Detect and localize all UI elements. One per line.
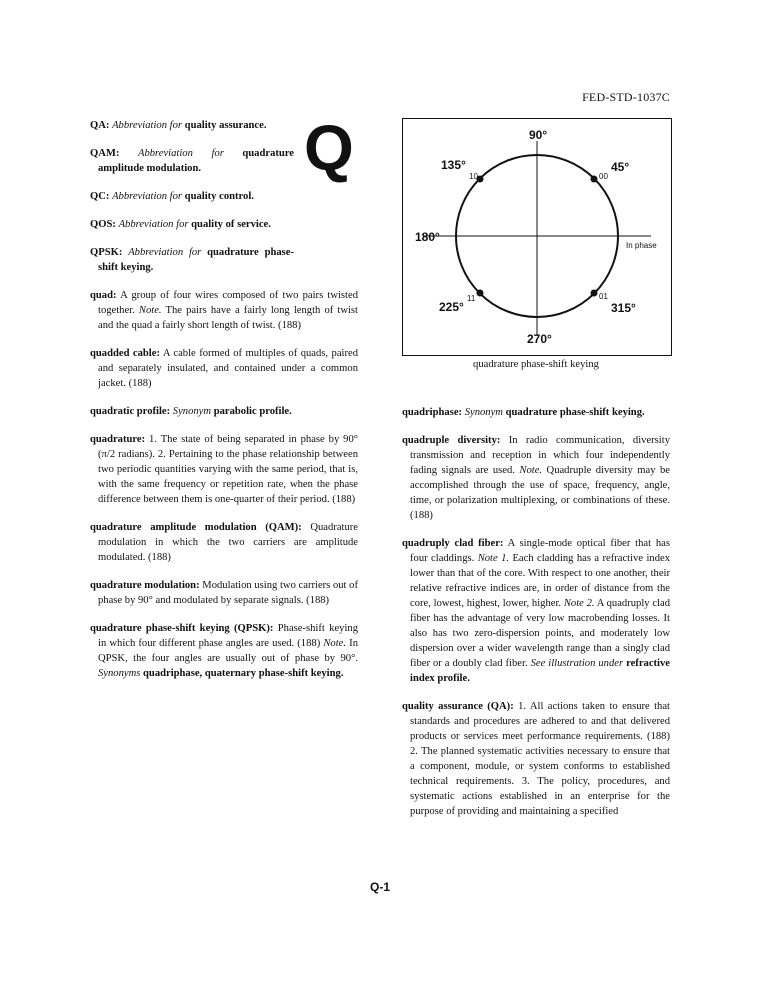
entry-definition-text: Each cladding has a refractive index lower than that of the core. With respect to one another, their relative refractive indices are, in order of distance from the core, lowest, highest, lower, higher. xyxy=(410,553,670,609)
entry-definition-text: In radio communication, diversity transmission and reception in which four independently fading signals are used. xyxy=(410,435,670,476)
entry-italic-text: Abbreviation for xyxy=(137,148,224,159)
point-code-01: 01 xyxy=(599,292,608,301)
entry-term: quadratic profile: xyxy=(90,406,171,417)
entry-term: quadrature amplitude modulation (QAM): xyxy=(90,522,302,533)
entry-cross-reference: quality of service. xyxy=(191,219,271,230)
glossary-entry xyxy=(90,346,358,391)
entry-term: quality assurance (QA): xyxy=(402,701,514,712)
entry-term: QPSK: xyxy=(90,247,123,258)
entry-definition-text: Quadrature modulation in which the two carriers are amplitude modulated. (188) xyxy=(98,522,359,563)
entry-definition-text: In QPSK, the four angles are usually out of phase by 90°. xyxy=(98,638,358,664)
glossary-entry xyxy=(402,536,670,686)
entry-definition-text: Quadruple diversity may be accomplished through the use of space, frequency, angle, time, or polarization multiplexing, or combinations of these. (188) xyxy=(410,465,670,521)
qpsk-figure xyxy=(402,118,672,356)
angle-label-180: 180° xyxy=(415,230,440,244)
glossary-entry xyxy=(90,578,358,608)
angle-label-135: 135° xyxy=(441,158,466,172)
glossary-entry xyxy=(90,621,358,681)
angle-label-270: 270° xyxy=(527,332,552,346)
entry-term: QAM: xyxy=(90,148,120,159)
entry-term: quadded cable: xyxy=(90,348,160,359)
entry-italic-text: Abbreviation for xyxy=(128,247,202,258)
point-code-11: 11 xyxy=(467,294,476,303)
entry-term: quadrature modulation: xyxy=(90,580,200,591)
glossary-entry xyxy=(90,189,294,204)
constellation-point-315 xyxy=(591,290,598,297)
glossary-entry xyxy=(402,699,670,819)
entry-italic-text: Note. xyxy=(323,638,347,649)
glossary-entry xyxy=(90,245,294,275)
entry-cross-reference: parabolic profile. xyxy=(213,406,292,417)
entry-term: quadrature: xyxy=(90,434,146,445)
glossary-entry xyxy=(402,405,670,420)
right-column xyxy=(402,405,670,832)
entry-definition-text: A single-mode optical fiber that has four claddings. xyxy=(410,538,670,564)
glossary-entry xyxy=(402,433,670,523)
entry-italic-text: Note 2. xyxy=(563,598,595,609)
entry-definition-text: A cable formed of multiples of quads, paired and separately insulated, and contained under a common jacket. (188) xyxy=(98,348,358,389)
figure-caption: quadrature phase-shift keying xyxy=(473,359,599,370)
entry-cross-reference: quality control. xyxy=(184,191,254,202)
entry-term: quadrature phase-shift keying (QPSK): xyxy=(90,623,274,634)
entry-term: quadruple diversity: xyxy=(402,435,501,446)
entry-italic-text: Note 1. xyxy=(477,553,510,564)
entry-definition-text: A quadruply clad fiber has the advantage of very low macrobending losses. It also has two zero-dispersion points, and moderately low dispersion over a wider wavelength range than a singly clad fiber or a doubly clad fiber. xyxy=(410,598,671,669)
entry-definition-text: 1. The state of being separated in phase by 90° (π/2 radians). 2. Pertaining to the phase relationship between two periodic quantities varying with the same period, that is, with the same frequency or repetition rate, when the phase difference between them is one-quarter of their period. (188) xyxy=(98,434,358,505)
entry-italic-text: Note. xyxy=(138,305,162,316)
point-code-10: 10 xyxy=(469,172,478,181)
entry-term: quadruply clad fiber: xyxy=(402,538,504,549)
glossary-entry xyxy=(90,118,294,133)
entry-cross-reference: quadrature amplitude modulation. xyxy=(98,148,294,174)
entry-italic-text: Abbreviation for xyxy=(112,120,183,131)
glossary-entry xyxy=(90,146,294,176)
left-column xyxy=(90,112,359,694)
point-code-00: 00 xyxy=(599,172,608,181)
angle-label-45: 45° xyxy=(611,160,630,174)
entry-cross-reference: quadrature phase-shift keying. xyxy=(98,247,294,273)
angle-label-315: 315° xyxy=(611,301,636,315)
document-id: FED-STD-1037C xyxy=(582,90,670,104)
entry-italic-text: Synonym xyxy=(464,407,503,418)
entry-term: QA: xyxy=(90,120,110,131)
glossary-entry xyxy=(90,217,294,232)
entry-italic-text: See illustration under xyxy=(530,658,624,669)
entry-term: QOS: xyxy=(90,219,116,230)
entry-italic-text: Abbreviation for xyxy=(118,219,189,230)
angle-label-225: 225° xyxy=(439,300,464,314)
glossary-entry xyxy=(90,288,358,333)
constellation-point-225 xyxy=(477,290,484,297)
qpsk-constellation-diagram xyxy=(403,119,671,355)
entry-definition-text: The pairs have a fairly long length of twist and the quad a fairly short length of twist. (188) xyxy=(98,305,358,331)
entry-italic-text: Synonym xyxy=(172,406,212,417)
entry-cross-reference: quality assurance. xyxy=(184,120,267,131)
glossary-entry xyxy=(90,404,358,419)
entry-definition-text: Modulation using two carriers out of phase by 90° and modulated by separate signals. (188) xyxy=(98,580,358,606)
entry-cross-reference: quadriphase, quaternary phase-shift keying. xyxy=(143,668,344,679)
entry-definition-text: A group of four wires composed of two pairs twisted together. xyxy=(98,290,358,316)
section-letter: Q xyxy=(304,112,354,184)
angle-label-90: 90° xyxy=(529,128,548,142)
inphase-label: In phase xyxy=(626,241,657,250)
entry-italic-text: Abbreviation for xyxy=(112,191,183,202)
glossary-entry xyxy=(90,520,358,565)
entry-term: quadriphase: xyxy=(402,407,463,418)
entry-cross-reference: quadrature phase-shift keying. xyxy=(505,407,645,418)
entry-definition-text xyxy=(119,148,138,159)
entry-term: quad: xyxy=(90,290,117,301)
glossary-entry xyxy=(90,432,358,507)
entry-definition-text: 1. All actions taken to ensure that standards and procedures are adhered to and that delivered products or services meet performance requirements. (188) 2. The planned systematic activities necessary to ensure that a component, module, or system conforms to established technical requirements. 3. The policy, procedures, and systematic actions established in an enterprise for the purpose of providing and maintaining a specified xyxy=(410,701,670,817)
entry-italic-text: Note. xyxy=(519,465,543,476)
entry-cross-reference: refractive index profile. xyxy=(410,658,670,684)
entry-term: QC: xyxy=(90,191,110,202)
entry-definition-text xyxy=(224,148,243,159)
entry-italic-text: Synonyms xyxy=(98,668,141,679)
constellation-point-45 xyxy=(591,176,598,183)
page-number: Q-1 xyxy=(369,880,390,894)
entry-definition-text: Phase-shift keying in which four different phase angles are used. (188) xyxy=(98,623,358,649)
